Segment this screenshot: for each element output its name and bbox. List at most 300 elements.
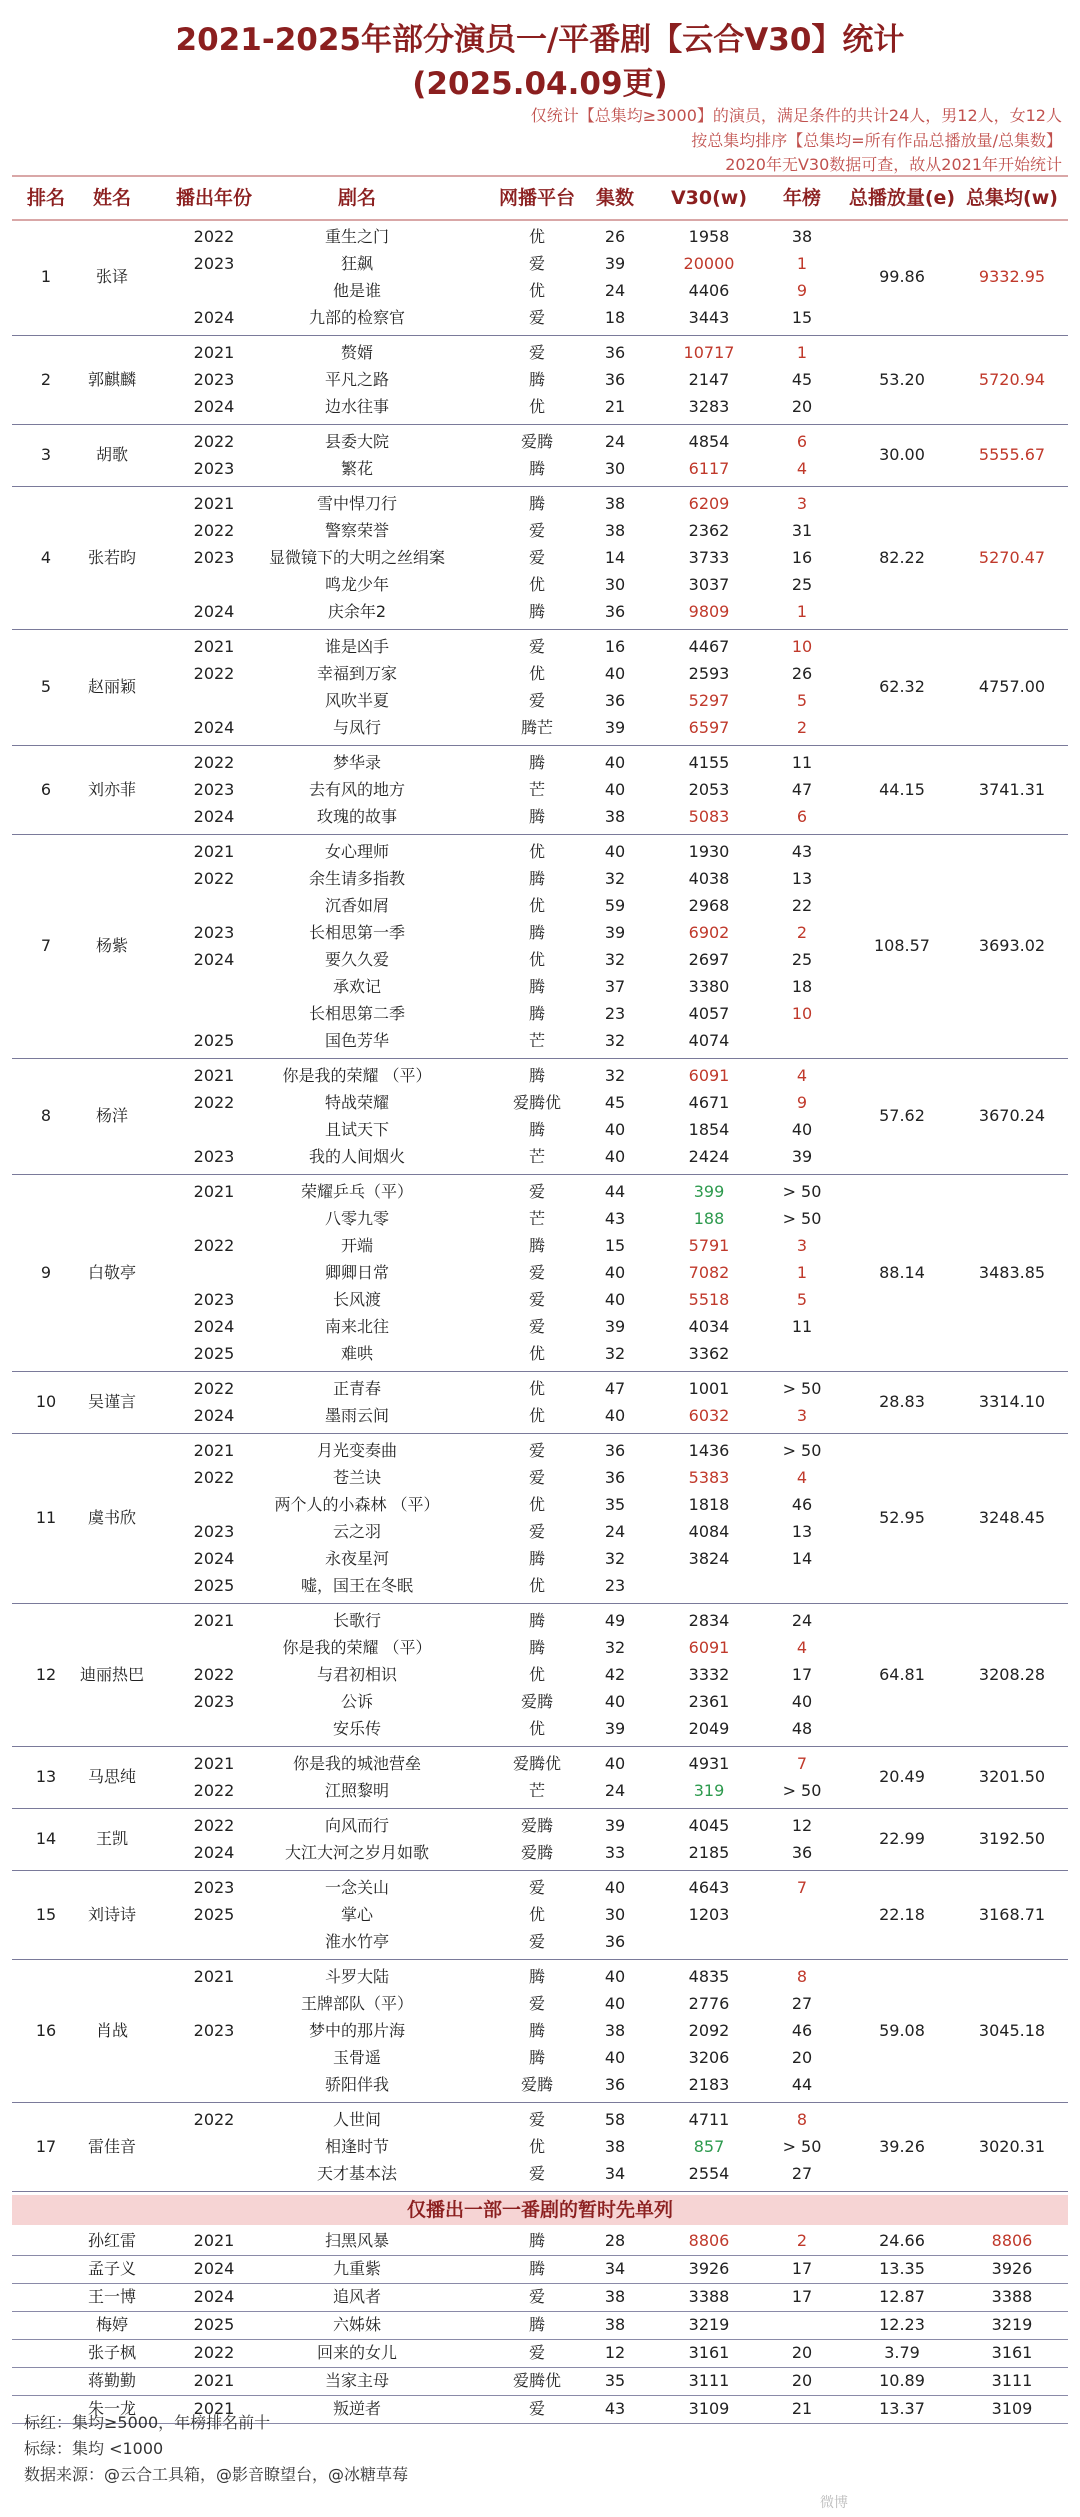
cell-chart: 8 <box>796 1967 808 1986</box>
cell-year: 2024 <box>193 1549 235 1568</box>
cell-v30: 3283 <box>688 397 730 416</box>
table-row <box>12 1340 1068 1367</box>
single-total: 3.79 <box>884 2343 920 2362</box>
cell-v30: 399 <box>693 1182 725 1201</box>
cell-v30: 4406 <box>688 281 730 300</box>
cell-v30: 4057 <box>688 1004 730 1023</box>
cell-v30: 2147 <box>688 370 730 389</box>
cell-eps: 32 <box>604 1549 626 1568</box>
table-row <box>12 339 1068 366</box>
cell-eps: 58 <box>604 2110 626 2129</box>
cell-eps: 39 <box>604 718 626 737</box>
table-row <box>12 1062 1068 1089</box>
header-total: 总播放量(e) <box>848 187 956 209</box>
table-row <box>12 776 1068 803</box>
header-title: 剧名 <box>337 187 376 209</box>
cell-title: 永夜星河 <box>324 1549 389 1568</box>
cell-eps: 40 <box>604 1147 626 1166</box>
cell-platform: 优 <box>528 2137 545 2156</box>
table-row <box>12 1777 1068 1804</box>
cell-platform: 爱 <box>528 521 545 540</box>
single-total: 13.37 <box>879 2399 925 2418</box>
cell-year <box>169 1715 259 1742</box>
actor-avg: 3192.50 <box>978 1829 1046 1848</box>
cell-v30: 5083 <box>688 807 730 826</box>
header-platform: 网播平台 <box>498 187 575 209</box>
cell-title: 风吹半夏 <box>324 691 389 710</box>
cell-title: 余生请多指教 <box>308 869 405 888</box>
cell-eps: 32 <box>604 1638 626 1657</box>
cell-title: 大江大河之岁月如歌 <box>284 1843 429 1862</box>
cell-v30: 20000 <box>683 254 735 273</box>
actor-avg: 3670.24 <box>978 1106 1046 1125</box>
cell-year: 2024 <box>193 718 235 737</box>
cell-title: 边水往事 <box>324 397 389 416</box>
cell-eps: 38 <box>604 2137 626 2156</box>
note-3: 2020年无V30数据可查，故从2021年开始统计 <box>725 155 1062 174</box>
cell-chart: > 50 <box>782 1379 822 1398</box>
cell-eps: 16 <box>604 637 626 656</box>
actor-name: 白敬亭 <box>87 1263 136 1282</box>
cell-platform: 爱腾 <box>520 432 553 451</box>
table-row <box>12 2160 1068 2187</box>
actor-total: 52.95 <box>879 1508 925 1527</box>
cell-eps: 38 <box>604 494 626 513</box>
cell-platform: 腾 <box>528 2048 545 2067</box>
single-name: 孙红雷 <box>87 2231 136 2250</box>
cell-platform: 优 <box>528 1576 545 1595</box>
actor-group <box>12 219 1068 336</box>
cell-platform: 爱 <box>528 1468 545 1487</box>
cell-eps: 45 <box>604 1093 626 1112</box>
cell-platform: 腾 <box>528 1004 545 1023</box>
single-avg: 3388 <box>991 2287 1033 2306</box>
cell-eps: 37 <box>604 977 626 996</box>
cell-v30: 1818 <box>688 1495 730 1514</box>
single-platform: 腾 <box>528 2231 545 2250</box>
cell-platform: 优 <box>528 1344 545 1363</box>
table-row <box>12 1375 1068 1402</box>
cell-eps: 39 <box>604 254 626 273</box>
cell-title: 天才基本法 <box>316 2164 397 2183</box>
table-row <box>12 428 1068 455</box>
cell-platform: 优 <box>528 664 545 683</box>
cell-eps: 40 <box>604 753 626 772</box>
cell-v30: 4074 <box>688 1031 730 1050</box>
actor-name: 肖战 <box>95 2021 128 2040</box>
cell-eps: 40 <box>604 780 626 799</box>
cell-year: 2023 <box>193 254 235 273</box>
table-row <box>12 2044 1068 2071</box>
cell-title: 卿卿日常 <box>324 1263 389 1282</box>
actor-rank: 4 <box>40 548 52 567</box>
single-total: 13.35 <box>879 2259 925 2278</box>
actor-name: 郭麒麟 <box>87 370 136 389</box>
cell-year: 2021 <box>193 1611 235 1630</box>
single-v30: 3109 <box>688 2399 730 2418</box>
cell-v30: 6091 <box>688 1066 730 1085</box>
single-chart: 2 <box>796 2231 808 2250</box>
cell-eps: 59 <box>604 896 626 915</box>
actor-rank: 17 <box>35 2137 57 2156</box>
cell-v30: 4034 <box>688 1317 730 1336</box>
cell-platform: 爱 <box>528 1182 545 1201</box>
table-row <box>12 714 1068 741</box>
cell-chart: 9 <box>796 281 808 300</box>
cell-title: 江照黎明 <box>324 1781 389 1800</box>
single-avg: 3109 <box>991 2399 1033 2418</box>
actor-rank: 10 <box>35 1392 57 1411</box>
cell-year: 2023 <box>193 370 235 389</box>
cell-v30: 2053 <box>688 780 730 799</box>
table-row <box>12 1089 1068 1116</box>
cell-chart: 27 <box>791 2164 813 2183</box>
actor-name: 虞书欣 <box>87 1508 136 1527</box>
actor-name: 杨紫 <box>95 936 128 955</box>
single-total: 12.23 <box>879 2315 925 2334</box>
cell-year <box>169 2071 259 2098</box>
cell-platform: 爱腾 <box>520 2075 553 2094</box>
notes <box>531 104 1062 178</box>
actor-avg: 3201.50 <box>978 1767 1046 1786</box>
cell-platform: 腾 <box>528 602 545 621</box>
cell-v30: 1436 <box>688 1441 730 1460</box>
actor-avg: 3208.28 <box>978 1665 1046 1684</box>
cell-v30: 3332 <box>688 1665 730 1684</box>
cell-chart <box>767 1928 837 1955</box>
cell-platform: 爱 <box>528 1932 545 1951</box>
data-source: 数据来源：@云合工具箱，@影音瞭望台，@冰糖草莓 <box>24 2465 409 2484</box>
actor-avg: 5270.47 <box>978 548 1046 567</box>
cell-year: 2021 <box>193 842 235 861</box>
cell-year: 2021 <box>193 1967 235 1986</box>
table-row <box>12 803 1068 830</box>
cell-chart: 3 <box>796 1406 808 1425</box>
actor-avg: 3693.02 <box>978 936 1046 955</box>
cell-platform: 腾 <box>528 869 545 888</box>
single-name: 蒋勤勤 <box>87 2371 136 2390</box>
note-2: 按总集均排序【总集均=所有作品总播放量/总集数】 <box>691 130 1062 150</box>
cell-platform: 腾 <box>528 2021 545 2040</box>
cell-platform: 爱腾优 <box>512 1754 561 1773</box>
cell-year: 2022 <box>193 227 235 246</box>
cell-year: 2024 <box>193 1843 235 1862</box>
cell-platform: 爱 <box>528 1263 545 1282</box>
cell-eps: 30 <box>604 459 626 478</box>
cell-v30: 2361 <box>688 1692 730 1711</box>
actor-rank: 13 <box>35 1767 57 1786</box>
cell-chart: 44 <box>791 2075 813 2094</box>
cell-year: 2021 <box>193 1182 235 1201</box>
cell-v30: 319 <box>693 1781 725 1800</box>
actor-rank: 16 <box>35 2021 57 2040</box>
cell-eps: 40 <box>604 1994 626 2013</box>
cell-year <box>169 1205 259 1232</box>
cell-platform: 优 <box>528 842 545 861</box>
cell-chart <box>767 1901 837 1928</box>
cell-eps: 40 <box>604 1406 626 1425</box>
cell-chart: 46 <box>791 2021 813 2040</box>
table-row <box>12 633 1068 660</box>
cell-chart: 3 <box>796 494 808 513</box>
single-v30: 3926 <box>688 2259 730 2278</box>
table-row <box>12 865 1068 892</box>
cell-chart: 1 <box>796 254 808 273</box>
actor-rank: 7 <box>40 936 52 955</box>
cell-chart: 1 <box>796 1263 808 1282</box>
actor-total: 64.81 <box>879 1665 925 1684</box>
cell-eps: 40 <box>604 664 626 683</box>
cell-v30: 4084 <box>688 1522 730 1541</box>
single-chart: 17 <box>791 2287 813 2306</box>
cell-eps: 32 <box>604 1066 626 1085</box>
cell-platform: 爱 <box>528 308 545 327</box>
cell-platform: 优 <box>528 1406 545 1425</box>
cell-v30: 2968 <box>688 896 730 915</box>
cell-platform: 腾 <box>528 1120 545 1139</box>
single-year: 2021 <box>193 2399 235 2418</box>
table-row <box>12 1874 1068 1901</box>
table-row <box>12 1634 1068 1661</box>
table-row <box>12 1000 1068 1027</box>
table-row <box>12 223 1068 250</box>
cell-eps: 39 <box>604 1719 626 1738</box>
table-row <box>12 517 1068 544</box>
cell-platform: 爱 <box>528 2110 545 2129</box>
cell-v30: 2554 <box>688 2164 730 2183</box>
table-row <box>12 1750 1068 1777</box>
single-v30: 3111 <box>688 2371 730 2390</box>
cell-platform: 爱 <box>528 1522 545 1541</box>
cell-v30: 2834 <box>688 1611 730 1630</box>
single-eps: 12 <box>604 2343 626 2362</box>
cell-chart: 27 <box>791 1994 813 2013</box>
cell-title: 谁是凶手 <box>324 637 389 656</box>
actor-rank: 5 <box>40 677 52 696</box>
single-eps: 34 <box>604 2259 626 2278</box>
cell-platform: 爱腾 <box>520 1692 553 1711</box>
single-year: 2022 <box>193 2343 235 2362</box>
cell-eps: 40 <box>604 2048 626 2067</box>
cell-chart: 17 <box>791 1665 813 1684</box>
cell-year: 2024 <box>193 397 235 416</box>
cell-v30: 2183 <box>688 2075 730 2094</box>
cell-eps: 30 <box>604 1905 626 1924</box>
single-row <box>12 2311 1068 2340</box>
cell-year: 2022 <box>193 1236 235 1255</box>
actor-total: 28.83 <box>879 1392 925 1411</box>
cell-title: 王牌部队（平） <box>300 1994 413 2013</box>
single-total: 24.66 <box>879 2231 925 2250</box>
cell-eps: 24 <box>604 281 626 300</box>
cell-v30: 9809 <box>688 602 730 621</box>
actor-avg: 3248.45 <box>978 1508 1046 1527</box>
actor-group <box>12 335 1068 425</box>
cell-year: 2021 <box>193 637 235 656</box>
single-year: 2024 <box>193 2287 235 2306</box>
cell-v30: 1958 <box>688 227 730 246</box>
actor-avg: 9332.95 <box>978 267 1046 286</box>
cell-title: 长风渡 <box>332 1290 381 1309</box>
cell-title: 一念关山 <box>324 1878 389 1897</box>
cell-eps: 38 <box>604 521 626 540</box>
actor-group <box>12 424 1068 487</box>
cell-platform: 爱 <box>528 637 545 656</box>
cell-year: 2021 <box>193 494 235 513</box>
cell-chart: 15 <box>791 308 813 327</box>
single-row <box>12 2339 1068 2368</box>
cell-chart: 8 <box>796 2110 808 2129</box>
actor-avg: 3045.18 <box>978 2021 1046 2040</box>
cell-year: 2024 <box>193 950 235 969</box>
cell-v30: 2092 <box>688 2021 730 2040</box>
cell-eps: 36 <box>604 343 626 362</box>
cell-chart: 13 <box>791 1522 813 1541</box>
table-row <box>12 571 1068 598</box>
cell-chart: 6 <box>796 432 808 451</box>
cell-year: 2021 <box>193 1066 235 1085</box>
cell-year <box>169 687 259 714</box>
cell-year: 2022 <box>193 521 235 540</box>
actor-rank: 9 <box>40 1263 52 1282</box>
cell-title: 沉香如屑 <box>324 896 389 915</box>
cell-eps: 40 <box>604 1120 626 1139</box>
cell-platform: 优 <box>528 1905 545 1924</box>
cell-title: 繁花 <box>340 459 373 478</box>
cell-title: 承欢记 <box>332 977 381 996</box>
table-row <box>12 1464 1068 1491</box>
cell-eps: 36 <box>604 1441 626 1460</box>
actor-total: 57.62 <box>879 1106 925 1125</box>
cell-title: 九部的检察官 <box>308 308 405 327</box>
cell-title: 县委大院 <box>324 432 389 451</box>
cell-v30: 2776 <box>688 1994 730 2013</box>
cell-v30: 2049 <box>688 1719 730 1738</box>
actor-name: 胡歌 <box>95 445 128 464</box>
actor-name: 雷佳音 <box>87 2137 136 2156</box>
cell-title: 南来北往 <box>324 1317 389 1336</box>
table-row <box>12 1437 1068 1464</box>
table-row <box>12 892 1068 919</box>
single-name: 梅婷 <box>95 2315 128 2334</box>
cell-title: 特战荣耀 <box>324 1093 389 1112</box>
cell-eps: 23 <box>604 1004 626 1023</box>
cell-eps: 14 <box>604 548 626 567</box>
cell-title: 云之羽 <box>332 1522 381 1541</box>
cell-platform: 腾 <box>528 977 545 996</box>
actor-name: 吴谨言 <box>87 1392 136 1411</box>
cell-eps: 47 <box>604 1379 626 1398</box>
cell-v30: 3443 <box>688 308 730 327</box>
cell-year <box>169 1116 259 1143</box>
cell-title: 女心理师 <box>324 842 389 861</box>
single-avg: 3111 <box>991 2371 1033 2390</box>
cell-eps: 39 <box>604 1317 626 1336</box>
single-v30: 3219 <box>688 2315 730 2334</box>
cell-v30: 5383 <box>688 1468 730 1487</box>
table-row <box>12 1232 1068 1259</box>
header-year: 播出年份 <box>175 187 252 209</box>
cell-year <box>169 1259 259 1286</box>
cell-eps: 38 <box>604 807 626 826</box>
cell-chart: 11 <box>791 1317 813 1336</box>
actor-name: 刘诗诗 <box>87 1905 136 1924</box>
cell-year: 2023 <box>193 1290 235 1309</box>
cell-year: 2022 <box>193 1665 235 1684</box>
actor-group <box>12 629 1068 746</box>
cell-v30: 188 <box>693 1209 725 1228</box>
cell-title: 庆余年2 <box>327 602 387 621</box>
header-name: 姓名 <box>92 187 131 209</box>
actor-total: 59.08 <box>879 2021 925 2040</box>
cell-year: 2022 <box>193 1093 235 1112</box>
single-eps: 43 <box>604 2399 626 2418</box>
cell-title: 平凡之路 <box>324 370 389 389</box>
cell-v30: 2362 <box>688 521 730 540</box>
cell-v30: 4155 <box>688 753 730 772</box>
cell-year: 2022 <box>193 432 235 451</box>
cell-platform: 爱腾 <box>520 1816 553 1835</box>
actor-group <box>12 1808 1068 1871</box>
cell-v30: 5518 <box>688 1290 730 1309</box>
cell-eps: 32 <box>604 950 626 969</box>
actor-name: 马思纯 <box>87 1767 136 1786</box>
cell-year <box>169 571 259 598</box>
cell-v30: 6902 <box>688 923 730 942</box>
cell-platform: 优 <box>528 1719 545 1738</box>
cell-title: 梦华录 <box>332 753 381 772</box>
cell-title: 月光变奏曲 <box>316 1441 397 1460</box>
cell-year: 2022 <box>193 1781 235 1800</box>
cell-platform: 腾 <box>528 923 545 942</box>
watermark: 微博 <box>820 2495 848 2511</box>
table-row <box>12 973 1068 1000</box>
cell-title: 公诉 <box>340 1692 373 1711</box>
single-year: 2025 <box>193 2315 235 2334</box>
cell-platform: 腾 <box>528 807 545 826</box>
cell-chart: 25 <box>791 950 813 969</box>
single-row <box>12 2283 1068 2312</box>
cell-year: 2022 <box>193 753 235 772</box>
cell-platform: 腾 <box>528 1236 545 1255</box>
cell-chart: 4 <box>796 1468 808 1487</box>
single-v30: 8806 <box>688 2231 730 2250</box>
single-title: 追风者 <box>332 2287 381 2306</box>
single-avg: 3161 <box>991 2343 1033 2362</box>
cell-chart: 2 <box>796 923 808 942</box>
cell-title: 你是我的城池营垒 <box>292 1754 421 1773</box>
single-platform: 腾 <box>528 2315 545 2334</box>
cell-title: 与凤行 <box>332 718 381 737</box>
cell-v30: 2185 <box>688 1843 730 1862</box>
cell-eps: 36 <box>604 1932 626 1951</box>
cell-chart: 4 <box>796 459 808 478</box>
cell-platform: 腾 <box>528 1967 545 1986</box>
cell-year: 2022 <box>193 1816 235 1835</box>
cell-chart: 5 <box>796 1290 808 1309</box>
single-eps: 28 <box>604 2231 626 2250</box>
cell-eps: 34 <box>604 2164 626 2183</box>
cell-chart: 10 <box>791 1004 813 1023</box>
cell-eps: 21 <box>604 397 626 416</box>
cell-year: 2024 <box>193 1317 235 1336</box>
single-year: 2024 <box>193 2259 235 2278</box>
cell-year <box>169 973 259 1000</box>
cell-title: 我的人间烟火 <box>308 1147 405 1166</box>
cell-title: 骄阳伴我 <box>324 2075 389 2094</box>
cell-eps: 23 <box>604 1576 626 1595</box>
cell-title: 苍兰诀 <box>332 1468 381 1487</box>
